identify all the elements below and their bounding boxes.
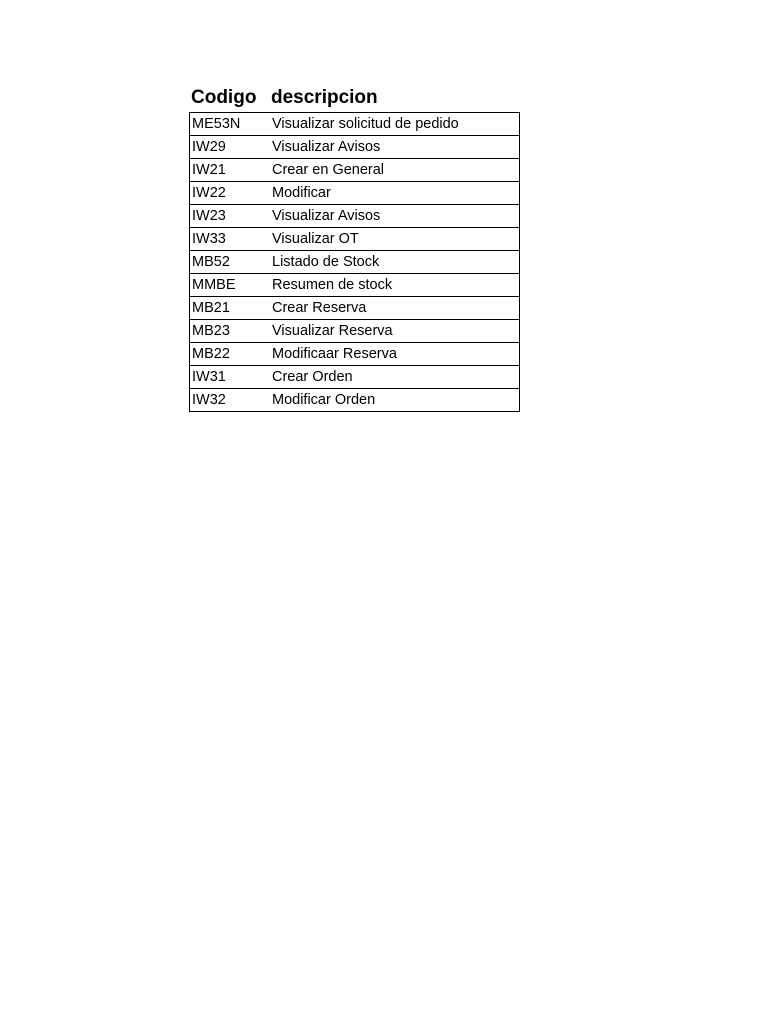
table-row [190, 159, 520, 182]
description-cell: Visualizar Reserva [270, 320, 520, 343]
code-cell: IW21 [190, 159, 271, 182]
code-cell: IW33 [190, 228, 271, 251]
table-row [190, 182, 520, 205]
description-cell: Crear en General [270, 159, 520, 182]
table-row [190, 389, 520, 412]
table-row [190, 251, 520, 274]
code-cell: IW23 [190, 205, 271, 228]
table-row [190, 205, 520, 228]
description-cell: Modificar Orden [270, 389, 520, 412]
table-header [190, 84, 522, 112]
code-cell: IW31 [190, 366, 271, 389]
code-cell: ME53N [190, 113, 271, 136]
code-cell: IW29 [190, 136, 271, 159]
header-code: Codigo [191, 87, 257, 108]
code-cell: IW22 [190, 182, 271, 205]
code-cell: MB21 [190, 297, 271, 320]
description-cell: Resumen de stock [270, 274, 520, 297]
description-cell: Visualizar OT [270, 228, 520, 251]
table-row [190, 320, 520, 343]
description-cell: Visualizar solicitud de pedido [270, 113, 520, 136]
table-row [190, 297, 520, 320]
table-row [190, 228, 520, 251]
description-cell: Visualizar Avisos [270, 205, 520, 228]
description-cell: Modificaar Reserva [270, 343, 520, 366]
description-cell: Modificar [270, 182, 520, 205]
code-cell: MMBE [190, 274, 271, 297]
description-cell: Crear Orden [270, 366, 520, 389]
code-cell: IW32 [190, 389, 271, 412]
table-row [190, 366, 520, 389]
code-cell: MB23 [190, 320, 271, 343]
table-row [190, 274, 520, 297]
description-cell: Listado de Stock [270, 251, 520, 274]
table-row [190, 113, 520, 136]
transaction-table [189, 112, 520, 412]
table-row [190, 136, 520, 159]
code-cell: MB22 [190, 343, 271, 366]
table-row [190, 343, 520, 366]
description-cell: Visualizar Avisos [270, 136, 520, 159]
code-cell: MB52 [190, 251, 271, 274]
header-description: descripcion [271, 87, 378, 108]
description-cell: Crear Reserva [270, 297, 520, 320]
